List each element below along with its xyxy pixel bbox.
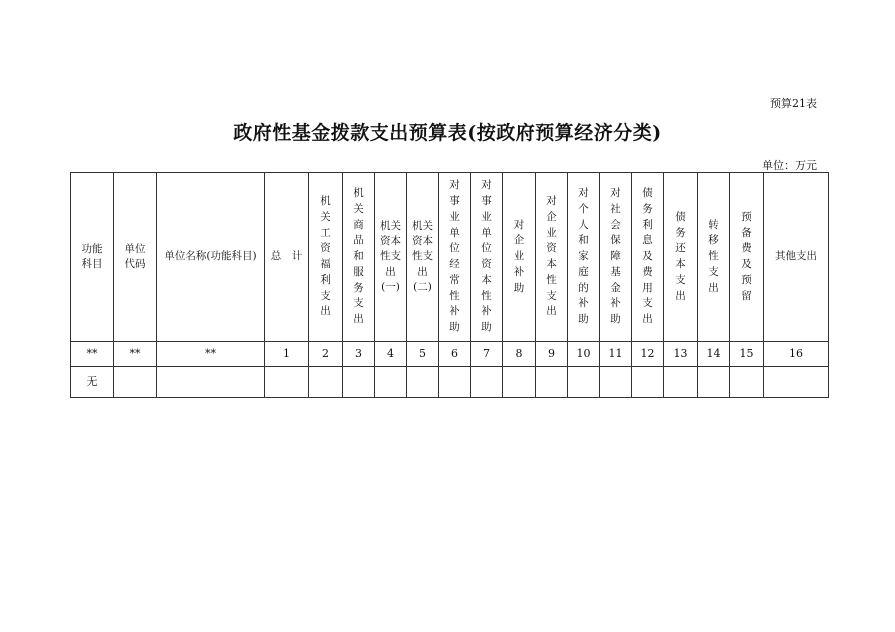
header-col-1: 机关工资福利支出 — [309, 173, 343, 342]
column-number-cell: 7 — [471, 342, 503, 367]
header-col-11: 债务利息及费用支出 — [632, 173, 664, 342]
budget-table — [70, 172, 829, 398]
header-col-10: 对社会保障基金补助 — [600, 173, 632, 342]
header-col-12: 债务还本支出 — [664, 173, 698, 342]
table-row — [71, 367, 829, 398]
column-number-cell: 15 — [730, 342, 764, 367]
table-cell — [503, 367, 536, 398]
column-number-cell: 13 — [664, 342, 698, 367]
column-number-cell: ** — [71, 342, 114, 367]
unit-label: 单位：万元 — [762, 159, 817, 172]
header-col-8: 对企业资本性支出 — [536, 173, 568, 342]
table-cell — [764, 367, 829, 398]
table-cell — [568, 367, 600, 398]
column-number-cell: 16 — [764, 342, 829, 367]
column-number-cell: 10 — [568, 342, 600, 367]
table-cell — [114, 367, 157, 398]
header-unit-name: 单位名称(功能科目) — [157, 173, 265, 342]
table-cell — [664, 367, 698, 398]
table-cell — [698, 367, 730, 398]
column-number-cell: 14 — [698, 342, 730, 367]
column-number-cell: 8 — [503, 342, 536, 367]
table-cell — [407, 367, 439, 398]
column-number-cell: 1 — [265, 342, 309, 367]
table-cell: 无 — [71, 367, 114, 398]
table-cell — [536, 367, 568, 398]
header-col-7: 对企业补助 — [503, 173, 536, 342]
header-col-2: 机关商品和服务支出 — [343, 173, 375, 342]
header-row — [71, 173, 829, 342]
table-cell — [632, 367, 664, 398]
form-number: 预算21表 — [770, 97, 817, 110]
header-col-3: 机关资本性支出(一) — [375, 173, 407, 342]
page-title: 政府性基金拨款支出预算表(按政府预算经济分类) — [233, 122, 662, 144]
header-col-13: 转移性支出 — [698, 173, 730, 342]
header-col-4: 机关资本性支出(二) — [407, 173, 439, 342]
header-col-6: 对事业单位资本性补助 — [471, 173, 503, 342]
column-number-cell: 4 — [375, 342, 407, 367]
header-function-subject: 功能科目 — [71, 173, 114, 342]
table-cell — [375, 367, 407, 398]
header-unit-code: 单位代码 — [114, 173, 157, 342]
column-number-cell: 6 — [439, 342, 471, 367]
header-total: 总 计 — [265, 173, 309, 342]
table-cell — [265, 367, 309, 398]
table-cell — [471, 367, 503, 398]
column-number-cell: 12 — [632, 342, 664, 367]
column-number-cell: 9 — [536, 342, 568, 367]
table-cell — [157, 367, 265, 398]
table-cell — [730, 367, 764, 398]
column-number-cell: ** — [114, 342, 157, 367]
table-cell — [439, 367, 471, 398]
header-col-5: 对事业单位经常性补助 — [439, 173, 471, 342]
table-cell — [309, 367, 343, 398]
header-col-9: 对个人和家庭的补助 — [568, 173, 600, 342]
table-cell — [343, 367, 375, 398]
column-number-cell: 5 — [407, 342, 439, 367]
column-number-cell: 11 — [600, 342, 632, 367]
column-number-cell: 2 — [309, 342, 343, 367]
column-number-row — [71, 342, 829, 367]
header-col-15: 其他支出 — [764, 173, 829, 342]
column-number-cell: 3 — [343, 342, 375, 367]
column-number-cell: ** — [157, 342, 265, 367]
table-cell — [600, 367, 632, 398]
header-col-14: 预备费及预留 — [730, 173, 764, 342]
